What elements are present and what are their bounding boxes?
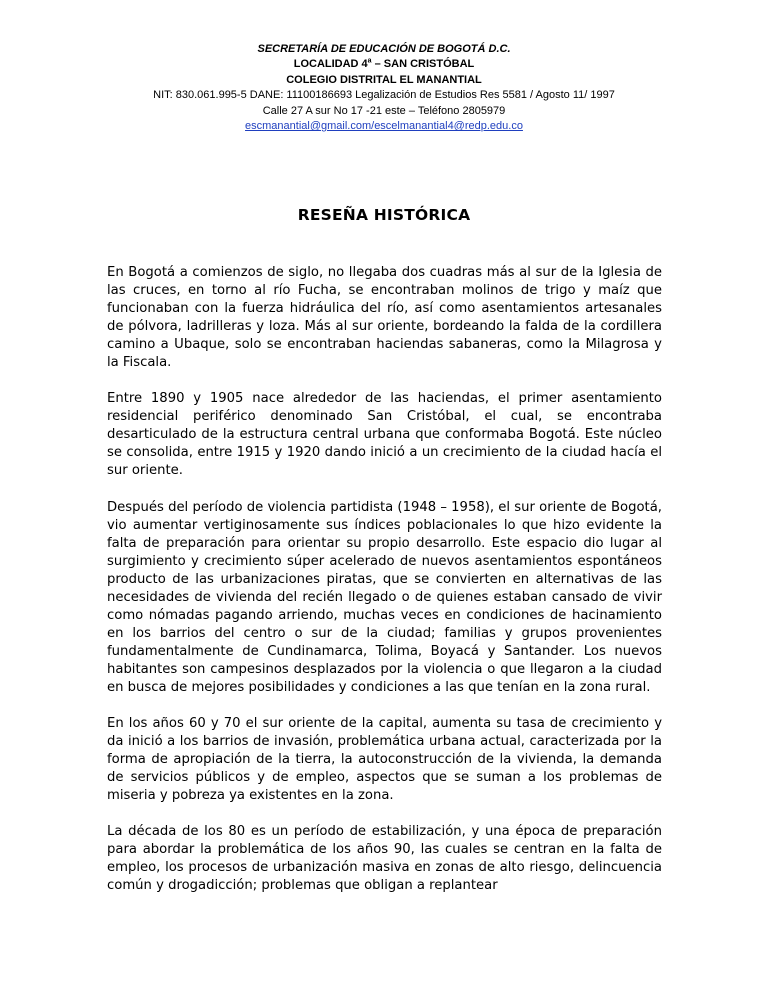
letterhead bbox=[100, 42, 668, 134]
secretaria-heading: SECRETARÍA DE EDUCACIÓN DE BOGOTÁ D.C. bbox=[257, 43, 511, 55]
nit-line: NIT: 830.061.995-5 DANE: 11100186693 Legalización de Estudios Res 5581 / Agosto 11/ 1997 bbox=[153, 89, 615, 102]
paragraph: La década de los 80 es un período de estabilización, y una época de preparación para abordar la problemática de los años 90, las cuales se centran en la falta de empleo, los procesos de urbanización masiva en zonas de alto riesgo, delincuencia común y drogadicción; problemas que obligan a replantear bbox=[107, 824, 662, 894]
localidad-prefix: LOCALIDAD 4 bbox=[293, 58, 368, 71]
paragraph: Después del período de violencia partidista (1948 – 1958), el sur oriente de Bogotá, vio aumentar vertiginosamente sus índices poblacionales lo que hizo evidente la falta de preparación para orientar su propio desarrollo. Este espacio dio lugar al surgimiento y crecimiento súper acelerado de nuevos asentamientos espontáneos producto de las urbanizaciones piratas, que se convierten en alternativas de las necesidades de vivienda del recién llegado o de quienes estaban cansado de vivir como nómadas pagando arriendo, muchas veces en condiciones de hacinamiento en los barrios del centro o sur de la ciudad; familias y grupos provenientes fundamentalmente de Cundinamarca, Tolima, Boyacá y Santander. Los nuevos habitantes son campesinos desplazados por la violencia o que llegaron a la ciudad en busca de mejores posibilidades y condiciones a las que tenían en la zona rural. bbox=[107, 499, 662, 695]
document-title: RESEÑA HISTÓRICA bbox=[297, 206, 471, 224]
colegio-name: COLEGIO DISTRITAL EL MANANTIAL bbox=[286, 73, 482, 86]
email-link[interactable]: escmanantial@gmail.com/escelmanantial4@redp.edu.co bbox=[245, 120, 523, 133]
localidad-superscript: a bbox=[367, 57, 372, 65]
localidad-line bbox=[100, 57, 668, 72]
paragraph: En los años 60 y 70 el sur oriente de la capital, aumenta su tasa de crecimiento y da inició a los barrios de invasión, problemática urbana actual, caracterizada por la forma de apropiación de la tierra, la autoconstrucción de la vivienda, la demanda de servicios públicos y de empleo, aspectos que se suman a los problemas de miseria y pobreza ya existentes en la zona. bbox=[107, 716, 662, 804]
document-body bbox=[107, 264, 662, 895]
paragraph: Entre 1890 y 1905 nace alrededor de las haciendas, el primer asentamiento residencial periférico denominado San Cristóbal, el cual, se encontraba desarticulado de la estructura central urbana que conformaba Bogotá. Este núcleo se consolida, entre 1915 y 1920 dando inició a un crecimiento de la ciudad hacía el sur oriente. bbox=[107, 391, 662, 479]
address-line: Calle 27 A sur No 17 -21 este – Teléfono 2805979 bbox=[262, 104, 506, 117]
localidad-suffix: – SAN CRISTÓBAL bbox=[371, 58, 475, 71]
paragraph: En Bogotá a comienzos de siglo, no llegaba dos cuadras más al sur de la Iglesia de las cruces, en torno al río Fucha, se encontraban molinos de trigo y maíz que funcionaban con la fuerza hidráulica del río, así como asentamientos artesanales de pólvora, ladrilleras y loza. Más al sur oriente, bordeando la falda de la cordillera camino a Ubaque, solo se encontraban haciendas sabaneras, como la Milagrosa y la Fiscala. bbox=[107, 265, 662, 371]
